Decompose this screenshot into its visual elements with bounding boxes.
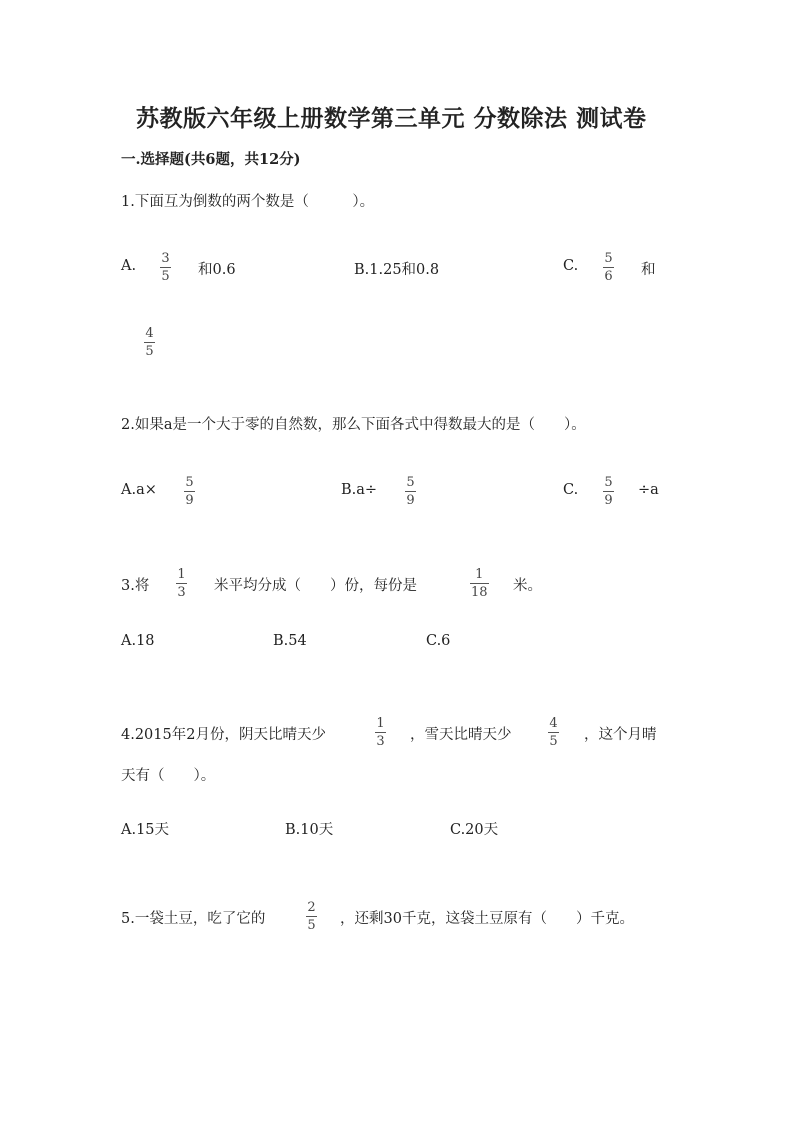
fraction-bar (160, 267, 171, 268)
q1-option-a-text: 和0.6 (198, 262, 236, 278)
fraction-denominator: 9 (406, 493, 415, 508)
q2-option-b-text: B.a÷ (341, 482, 378, 498)
fraction-numerator: 5 (406, 475, 415, 490)
q2-option-c-label: C. (563, 482, 579, 498)
q3-option-a: A.18 (121, 633, 155, 649)
q1-option-c-fraction (603, 251, 614, 284)
q4-stem-part-2: ，雪天比晴天少 (410, 727, 512, 743)
q4-fraction-2 (548, 716, 559, 749)
fraction-numerator: 5 (604, 475, 613, 490)
fraction-numerator: 1 (475, 567, 484, 582)
q1-option-c-label: C. (563, 258, 579, 274)
q3-stem-part-2: 米平均分成（ ）份，每份是 (214, 578, 417, 594)
q2-stem: 2.如果a是一个大于零的自然数，那么下面各式中得数最大的是（ ）。 (121, 417, 586, 433)
q1-option-c-text: 和 (641, 262, 656, 278)
q2-option-c-fraction (603, 475, 614, 508)
fraction-numerator: 2 (307, 900, 316, 915)
q3-option-b: B.54 (273, 633, 307, 649)
q5-stem-part-1: 5.一袋土豆，吃了它的 (121, 911, 266, 927)
q1-option-b: B.1.25和0.8 (354, 262, 440, 278)
q2-option-a-text: A.a× (121, 482, 157, 498)
fraction-bar (405, 491, 416, 492)
fraction-bar (470, 583, 489, 584)
q1-option-a-label: A. (121, 258, 137, 274)
fraction-bar (176, 583, 187, 584)
q1-option-a-fraction (160, 251, 171, 284)
page-title: 苏教版六年级上册数学第三单元 分数除法 测试卷 (136, 105, 647, 132)
fraction-denominator: 3 (376, 734, 385, 749)
fraction-bar (184, 491, 195, 492)
fraction-bar (603, 491, 614, 492)
q4-stem-part-4: 天有（ ）。 (121, 768, 216, 784)
q2-option-a-fraction (184, 475, 195, 508)
fraction-denominator: 5 (161, 269, 170, 284)
q5-fraction-1 (306, 900, 317, 933)
q3-fraction-2 (470, 567, 489, 600)
q1-option-c-fraction-2 (144, 326, 155, 359)
q2-option-c-text: ÷a (638, 482, 659, 498)
fraction-numerator: 1 (177, 567, 186, 582)
q3-stem-part-1: 3.将 (121, 578, 150, 594)
fraction-numerator: 5 (185, 475, 194, 490)
q5-stem-part-2: ，还剩30千克，这袋土豆原有（ ）千克。 (340, 911, 634, 927)
q4-stem-part-3: ，这个月晴 (584, 727, 657, 743)
q4-stem-part-1: 4.2015年2月份，阴天比晴天少 (121, 727, 326, 743)
q4-fraction-1 (375, 716, 386, 749)
fraction-denominator: 6 (604, 269, 613, 284)
fraction-bar (548, 732, 559, 733)
section-heading: 一.选择题(共6题，共12分) (121, 151, 301, 168)
fraction-numerator: 4 (145, 326, 154, 341)
fraction-bar (603, 267, 614, 268)
fraction-numerator: 5 (604, 251, 613, 266)
fraction-denominator: 5 (145, 344, 154, 359)
fraction-numerator: 4 (549, 716, 558, 731)
q3-stem-part-3: 米。 (513, 578, 542, 594)
q4-option-b: B.10天 (285, 822, 334, 838)
fraction-bar (144, 342, 155, 343)
q3-fraction-1 (176, 567, 187, 600)
fraction-numerator: 3 (161, 251, 170, 266)
q2-option-b-fraction (405, 475, 416, 508)
fraction-denominator: 9 (185, 493, 194, 508)
fraction-denominator: 5 (307, 918, 316, 933)
q4-option-a: A.15天 (121, 822, 170, 838)
q1-stem: 1.下面互为倒数的两个数是（ ）。 (121, 194, 375, 210)
fraction-bar (375, 732, 386, 733)
fraction-numerator: 1 (376, 716, 385, 731)
fraction-denominator: 5 (549, 734, 558, 749)
fraction-bar (306, 916, 317, 917)
fraction-denominator: 3 (177, 585, 186, 600)
q3-option-c: C.6 (426, 633, 451, 649)
fraction-denominator: 9 (604, 493, 613, 508)
q4-option-c: C.20天 (450, 822, 499, 838)
fraction-denominator: 18 (471, 585, 488, 600)
